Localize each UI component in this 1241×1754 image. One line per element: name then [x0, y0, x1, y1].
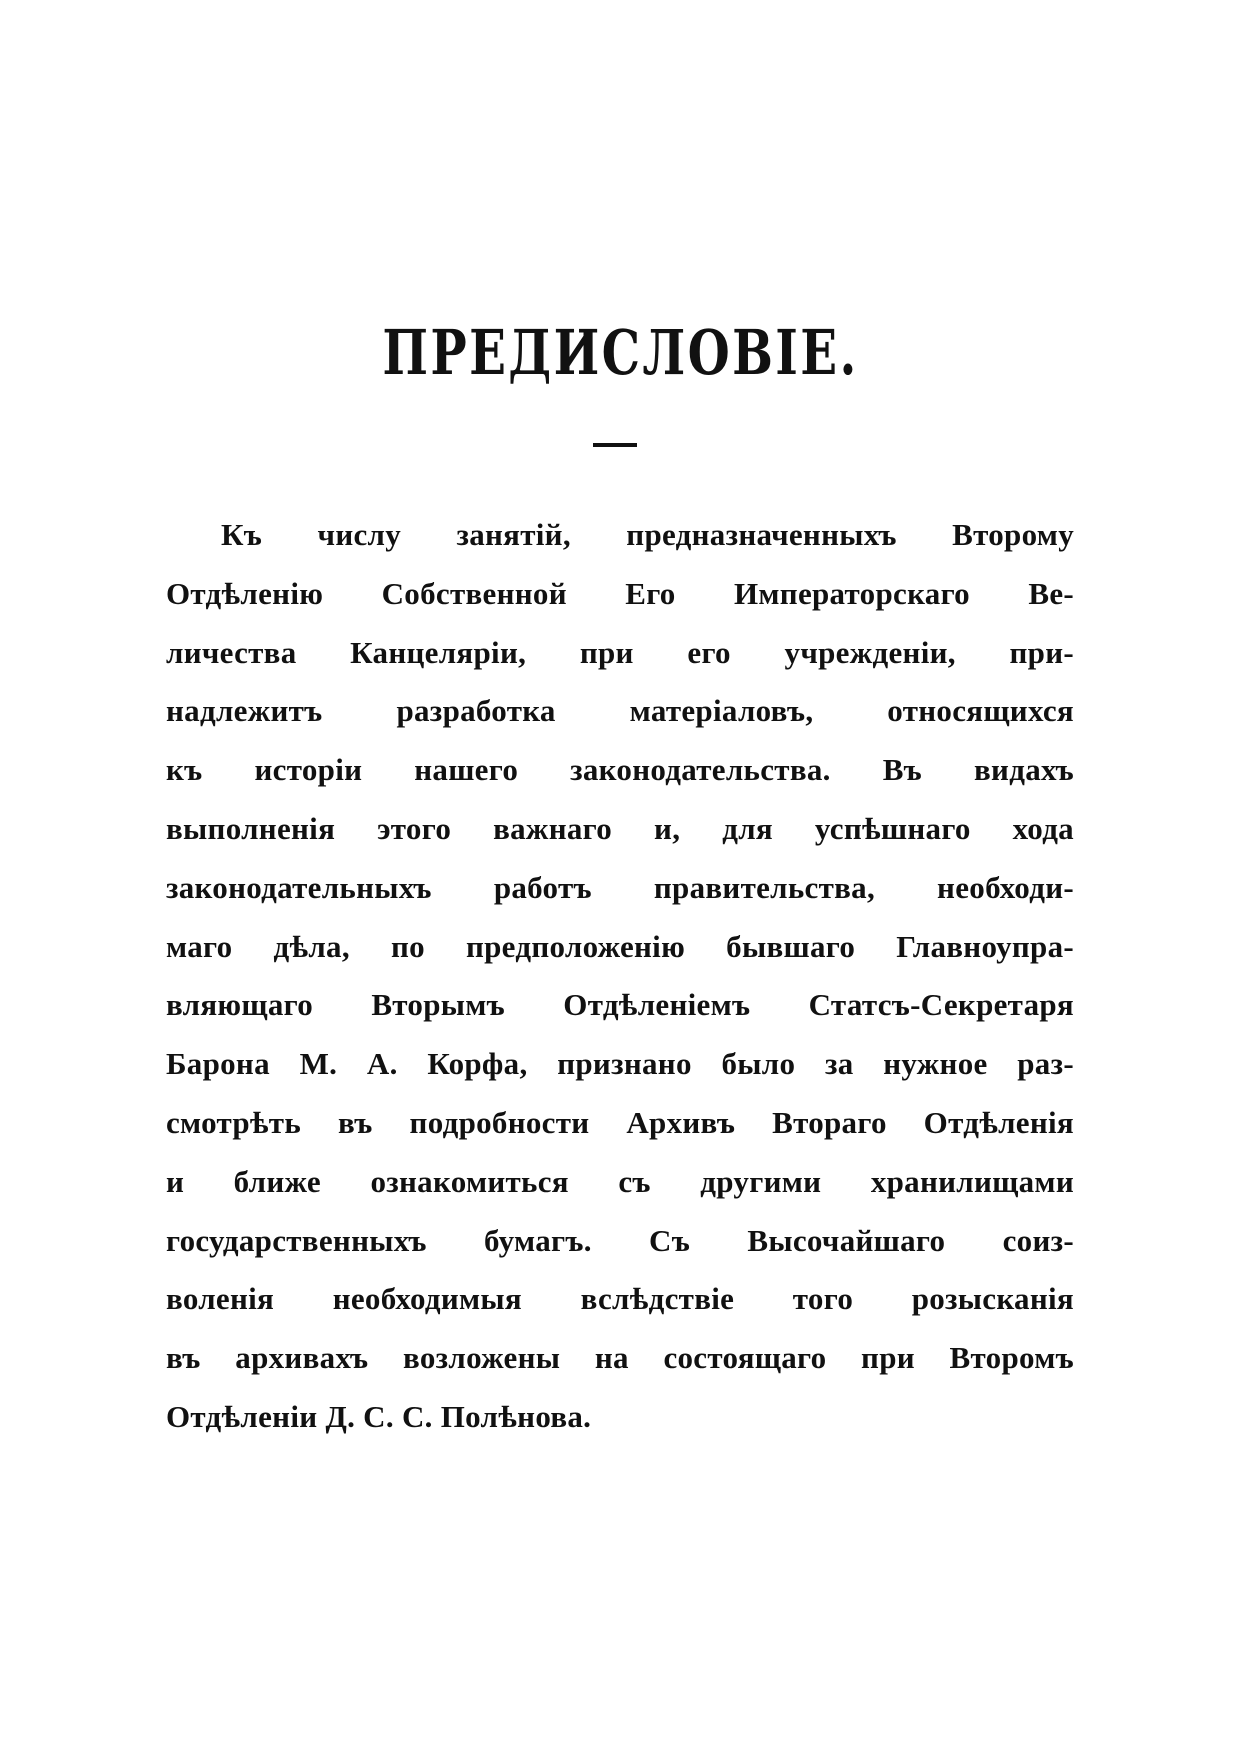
text-line: государственныхъ бумагъ. Съ Высочайшаго соиз- — [166, 1222, 1074, 1258]
text-line: Отдѣленію Собственной Его Императорскаго Ве- — [166, 575, 1074, 611]
text-line: надлежитъ разработка матеріаловъ, относящихся — [166, 693, 1074, 729]
text-line: Къ числу занятій, предназначенныхъ Второму — [221, 517, 1074, 552]
page-title: ПРЕДИСЛОВІЕ. — [382, 316, 859, 389]
text-line: маго дѣла, по предположенію бывшаго Главноупра- — [166, 928, 1074, 964]
body-paragraph — [166, 506, 1074, 1447]
text-line: Барона М. А. Корфа, признано было за нужное раз- — [166, 1046, 1074, 1082]
text-line: воленія необходимыя вслѣдствіе того розысканія — [166, 1281, 1074, 1317]
text-line: Отдѣленіи Д. С. С. Полѣнова. — [166, 1398, 592, 1434]
text-line: вляющаго Вторымъ Отдѣленіемъ Статсъ-Секретаря — [166, 987, 1074, 1023]
text-line: въ архивахъ возложены на состоящаго при Второмъ — [166, 1340, 1074, 1376]
text-line: законодательныхъ работъ правительства, необходи- — [166, 869, 1074, 905]
title-divider — [593, 443, 637, 447]
text-line: смотрѣть въ подробности Архивъ Втораго Отдѣленія — [166, 1104, 1074, 1140]
text-line: выполненія этого важнаго и, для успѣшнаго хода — [166, 810, 1074, 846]
text-line: и ближе ознакомиться съ другими хранилищами — [166, 1163, 1074, 1199]
text-line: къ исторіи нашего законодательства. Въ видахъ — [166, 752, 1074, 788]
text-line: личества Канцеляріи, при его учрежденіи, при- — [166, 634, 1074, 670]
